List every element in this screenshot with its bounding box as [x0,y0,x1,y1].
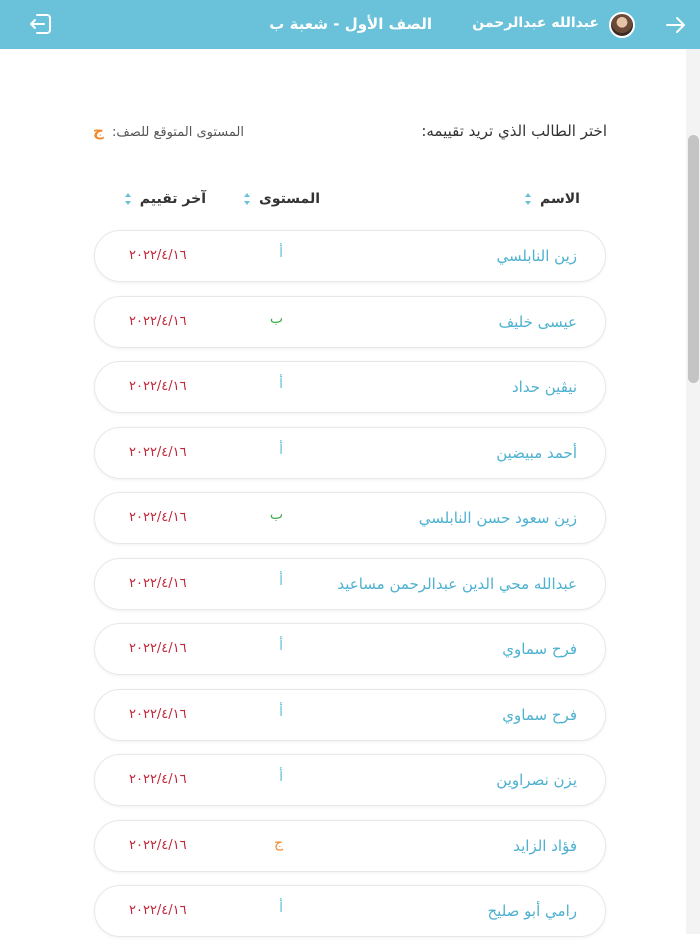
student-last-evaluation: ٢٠٢٢/٤/١٦ [129,510,187,525]
student-name: فؤاد الزايد [513,836,577,855]
student-row[interactable] [94,296,606,348]
student-row[interactable] [94,885,606,937]
student-level: ب [269,507,283,523]
student-level: أ [279,638,283,654]
student-row[interactable] [94,230,606,282]
student-last-evaluation: ٢٠٢٢/٤/١٦ [129,444,187,460]
student-row[interactable] [94,754,606,806]
student-last-evaluation: ٢٠٢٢/٤/١٦ [129,903,187,918]
sort-icon [125,193,132,205]
student-level: أ [279,769,283,785]
select-student-prompt: اختر الطالب الذي تريد تقييمه: [421,122,607,140]
student-last-evaluation: ٢٠٢٢/٤/١٦ [129,706,187,722]
student-last-evaluation: ٢٠٢٢/٤/١٦ [129,772,187,787]
student-level: أ [279,572,283,589]
student-name: رامي أبو صليح [487,902,577,920]
student-level: أ [279,703,283,720]
student-level: أ [279,245,283,261]
student-last-evaluation: ٢٠٢٢/٤/١٦ [129,575,187,591]
top-bar [0,0,700,49]
student-name: زين النابلسي [496,247,577,265]
student-name: عيسى خليف [498,312,577,331]
student-name: أحمد مبيضين [496,443,577,462]
student-row[interactable] [94,689,606,741]
student-level: ج [273,834,283,851]
arrow-right-icon[interactable] [664,13,688,37]
column-header-last-evaluation-label: آخر تقييم [139,191,206,207]
avatar[interactable] [609,12,635,38]
column-header-last-evaluation[interactable] [125,191,206,207]
student-level: أ [279,441,283,458]
column-header-level-label: المستوى [258,191,320,207]
scrollbar-track[interactable] [686,49,700,934]
student-row[interactable] [94,427,606,479]
student-last-evaluation: ٢٠٢٢/٤/١٦ [129,313,187,329]
scrollbar-thumb[interactable] [688,135,699,383]
student-last-evaluation: ٢٠٢٢/٤/١٦ [129,641,187,656]
student-name: زين سعود حسن النابلسي [418,509,577,527]
student-name: يزن نصراوين [496,771,577,789]
column-header-name[interactable] [525,191,580,207]
student-row[interactable] [94,623,606,675]
page-title: الصف الأول - شعبة ب [269,15,432,33]
student-last-evaluation: ٢٠٢٢/٤/١٦ [129,248,187,263]
column-header-level[interactable] [244,191,320,207]
student-name: عبدالله محي الدين عبدالرحمن مساعيد [337,574,577,593]
student-level: أ [279,900,283,916]
student-row[interactable] [94,361,606,413]
student-name: فرح سماوي [502,640,577,658]
sort-icon [244,193,251,205]
student-last-evaluation: ٢٠٢٢/٤/١٦ [129,837,187,853]
student-last-evaluation: ٢٠٢٢/٤/١٦ [129,379,187,394]
expected-level [93,122,244,140]
logout-icon[interactable] [28,11,54,37]
sort-icon [525,193,532,205]
student-name: نيڤين حداد [512,378,577,396]
expected-level-label: المستوى المتوقع للصف: [111,125,244,140]
student-row[interactable] [94,492,606,544]
user-name: عبدالله عبدالرحمن [472,15,599,31]
student-level: ب [269,310,283,327]
student-list [94,230,606,951]
student-name: فرح سماوي [502,705,577,724]
column-header-name-label: الاسم [540,191,580,207]
expected-level-value: ج [93,122,104,140]
student-row[interactable] [94,558,606,610]
student-level: أ [279,376,283,392]
student-row[interactable] [94,820,606,872]
